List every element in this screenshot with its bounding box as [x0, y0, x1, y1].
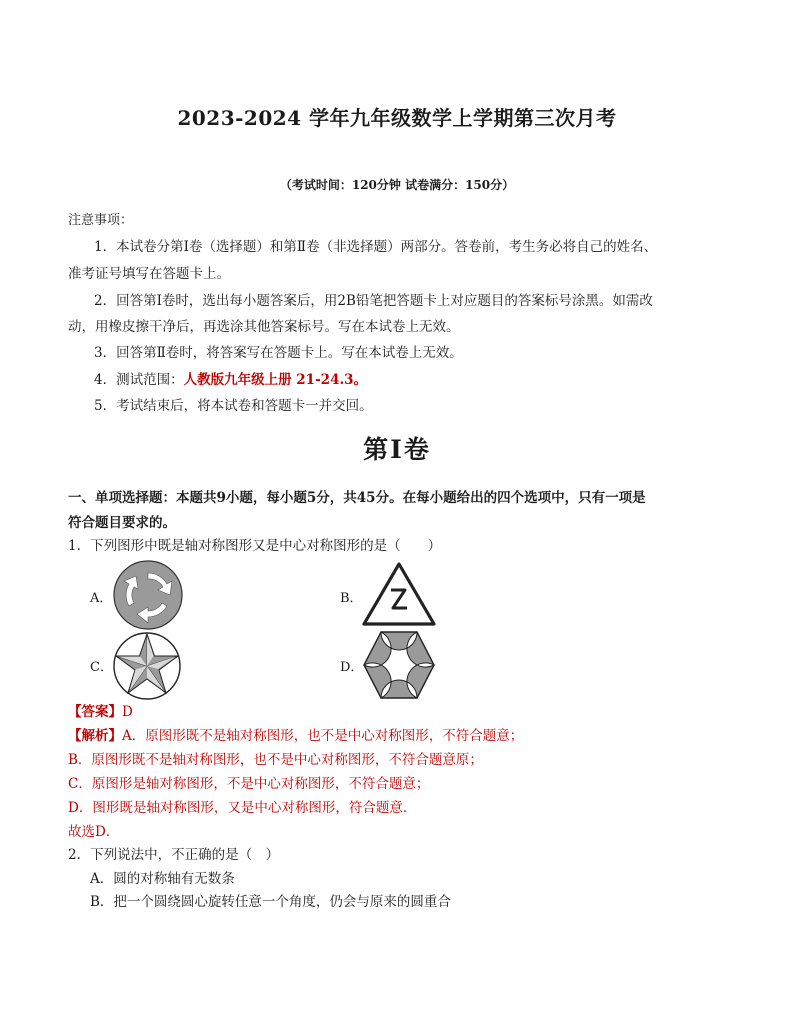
- note-item-5: 5．考试结束后，将本试卷和答题卡一并交回。: [94, 398, 373, 414]
- option-a-label: A．: [90, 591, 113, 606]
- analysis-b: B．原图形既不是轴对称图形，也不是中心对称图形，不符合题意原；: [68, 752, 483, 768]
- question-1-stem: 1．下列图形中既是轴对称图形又是中心对称图形的是（ ）: [68, 538, 442, 554]
- roundabout-sign-figure: [112, 559, 184, 631]
- analysis-d: D．图形既是轴对称图形，又是中心对称图形，符合题意．: [68, 800, 417, 816]
- note-item-1-line-2: 准考证号填写在答题卡上。: [68, 266, 230, 282]
- question-2-option-b: B．把一个圆绕圆心旋转任意一个角度，仍会与原来的圆重合: [90, 894, 451, 910]
- hexagon-arcs-figure: [362, 629, 436, 701]
- test-range: 人教版九年级上册 21-24.3。: [183, 372, 368, 388]
- note-item-3: 3．回答第Ⅱ卷时，将答案写在答题卡上。写在本试卷上无效。: [94, 345, 463, 361]
- note-item-2-line-2: 动，用橡皮擦干净后，再选涂其他答案标号。写在本试卷上无效。: [68, 319, 460, 335]
- note-item-4-prefix: 4．测试范围：: [94, 372, 184, 388]
- triangle-warning-figure: [361, 560, 437, 628]
- answer-tag: 【答案】: [68, 704, 122, 720]
- analysis-tag: 【解析】: [68, 728, 122, 744]
- answer-value: D: [122, 704, 133, 720]
- option-b-label: B．: [340, 591, 363, 606]
- question-2-stem: 2．下列说法中，不正确的是（ ）: [68, 847, 280, 863]
- analysis-c: C．原图形是轴对称图形，不是中心对称图形，不符合题意；: [68, 776, 430, 792]
- volume-title: 第Ⅰ卷: [363, 435, 431, 464]
- analysis-conclusion: 故选D．: [68, 824, 120, 840]
- analysis-a: A．原图形既不是轴对称图形，也不是中心对称图形，不符合题意；: [122, 728, 524, 744]
- note-item-2-line-1: 2．回答第Ⅰ卷时，选出每小题答案后，用2B铅笔把答题卡上对应题目的答案标号涂黑。如需改: [94, 293, 653, 309]
- star-in-circle-figure: [112, 631, 182, 701]
- question-2-option-a: A．圆的对称轴有无数条: [90, 871, 235, 887]
- section-1-line-2: 符合题目要求的。: [68, 515, 176, 531]
- exam-info: （考试时间：120分钟 试卷满分：150分）: [279, 178, 515, 192]
- notes-heading: 注意事项：: [68, 213, 134, 228]
- option-c-label: C．: [90, 660, 113, 675]
- analysis-line-a: [68, 727, 523, 745]
- note-item-4: [94, 371, 367, 389]
- page-title: 2023-2024 学年九年级数学上学期第三次月考: [177, 106, 617, 130]
- answer-line: [68, 703, 133, 721]
- option-d-label: D．: [340, 660, 364, 675]
- section-1-line-1: 一、单项选择题：本题共9小题，每小题5分，共45分。在每小题给出的四个选项中，只有一项是: [68, 490, 646, 506]
- note-item-1-line-1: 1．本试卷分第Ⅰ卷（选择题）和第Ⅱ卷（非选择题）两部分。答卷前，考生务必将自己的姓名、: [94, 239, 658, 255]
